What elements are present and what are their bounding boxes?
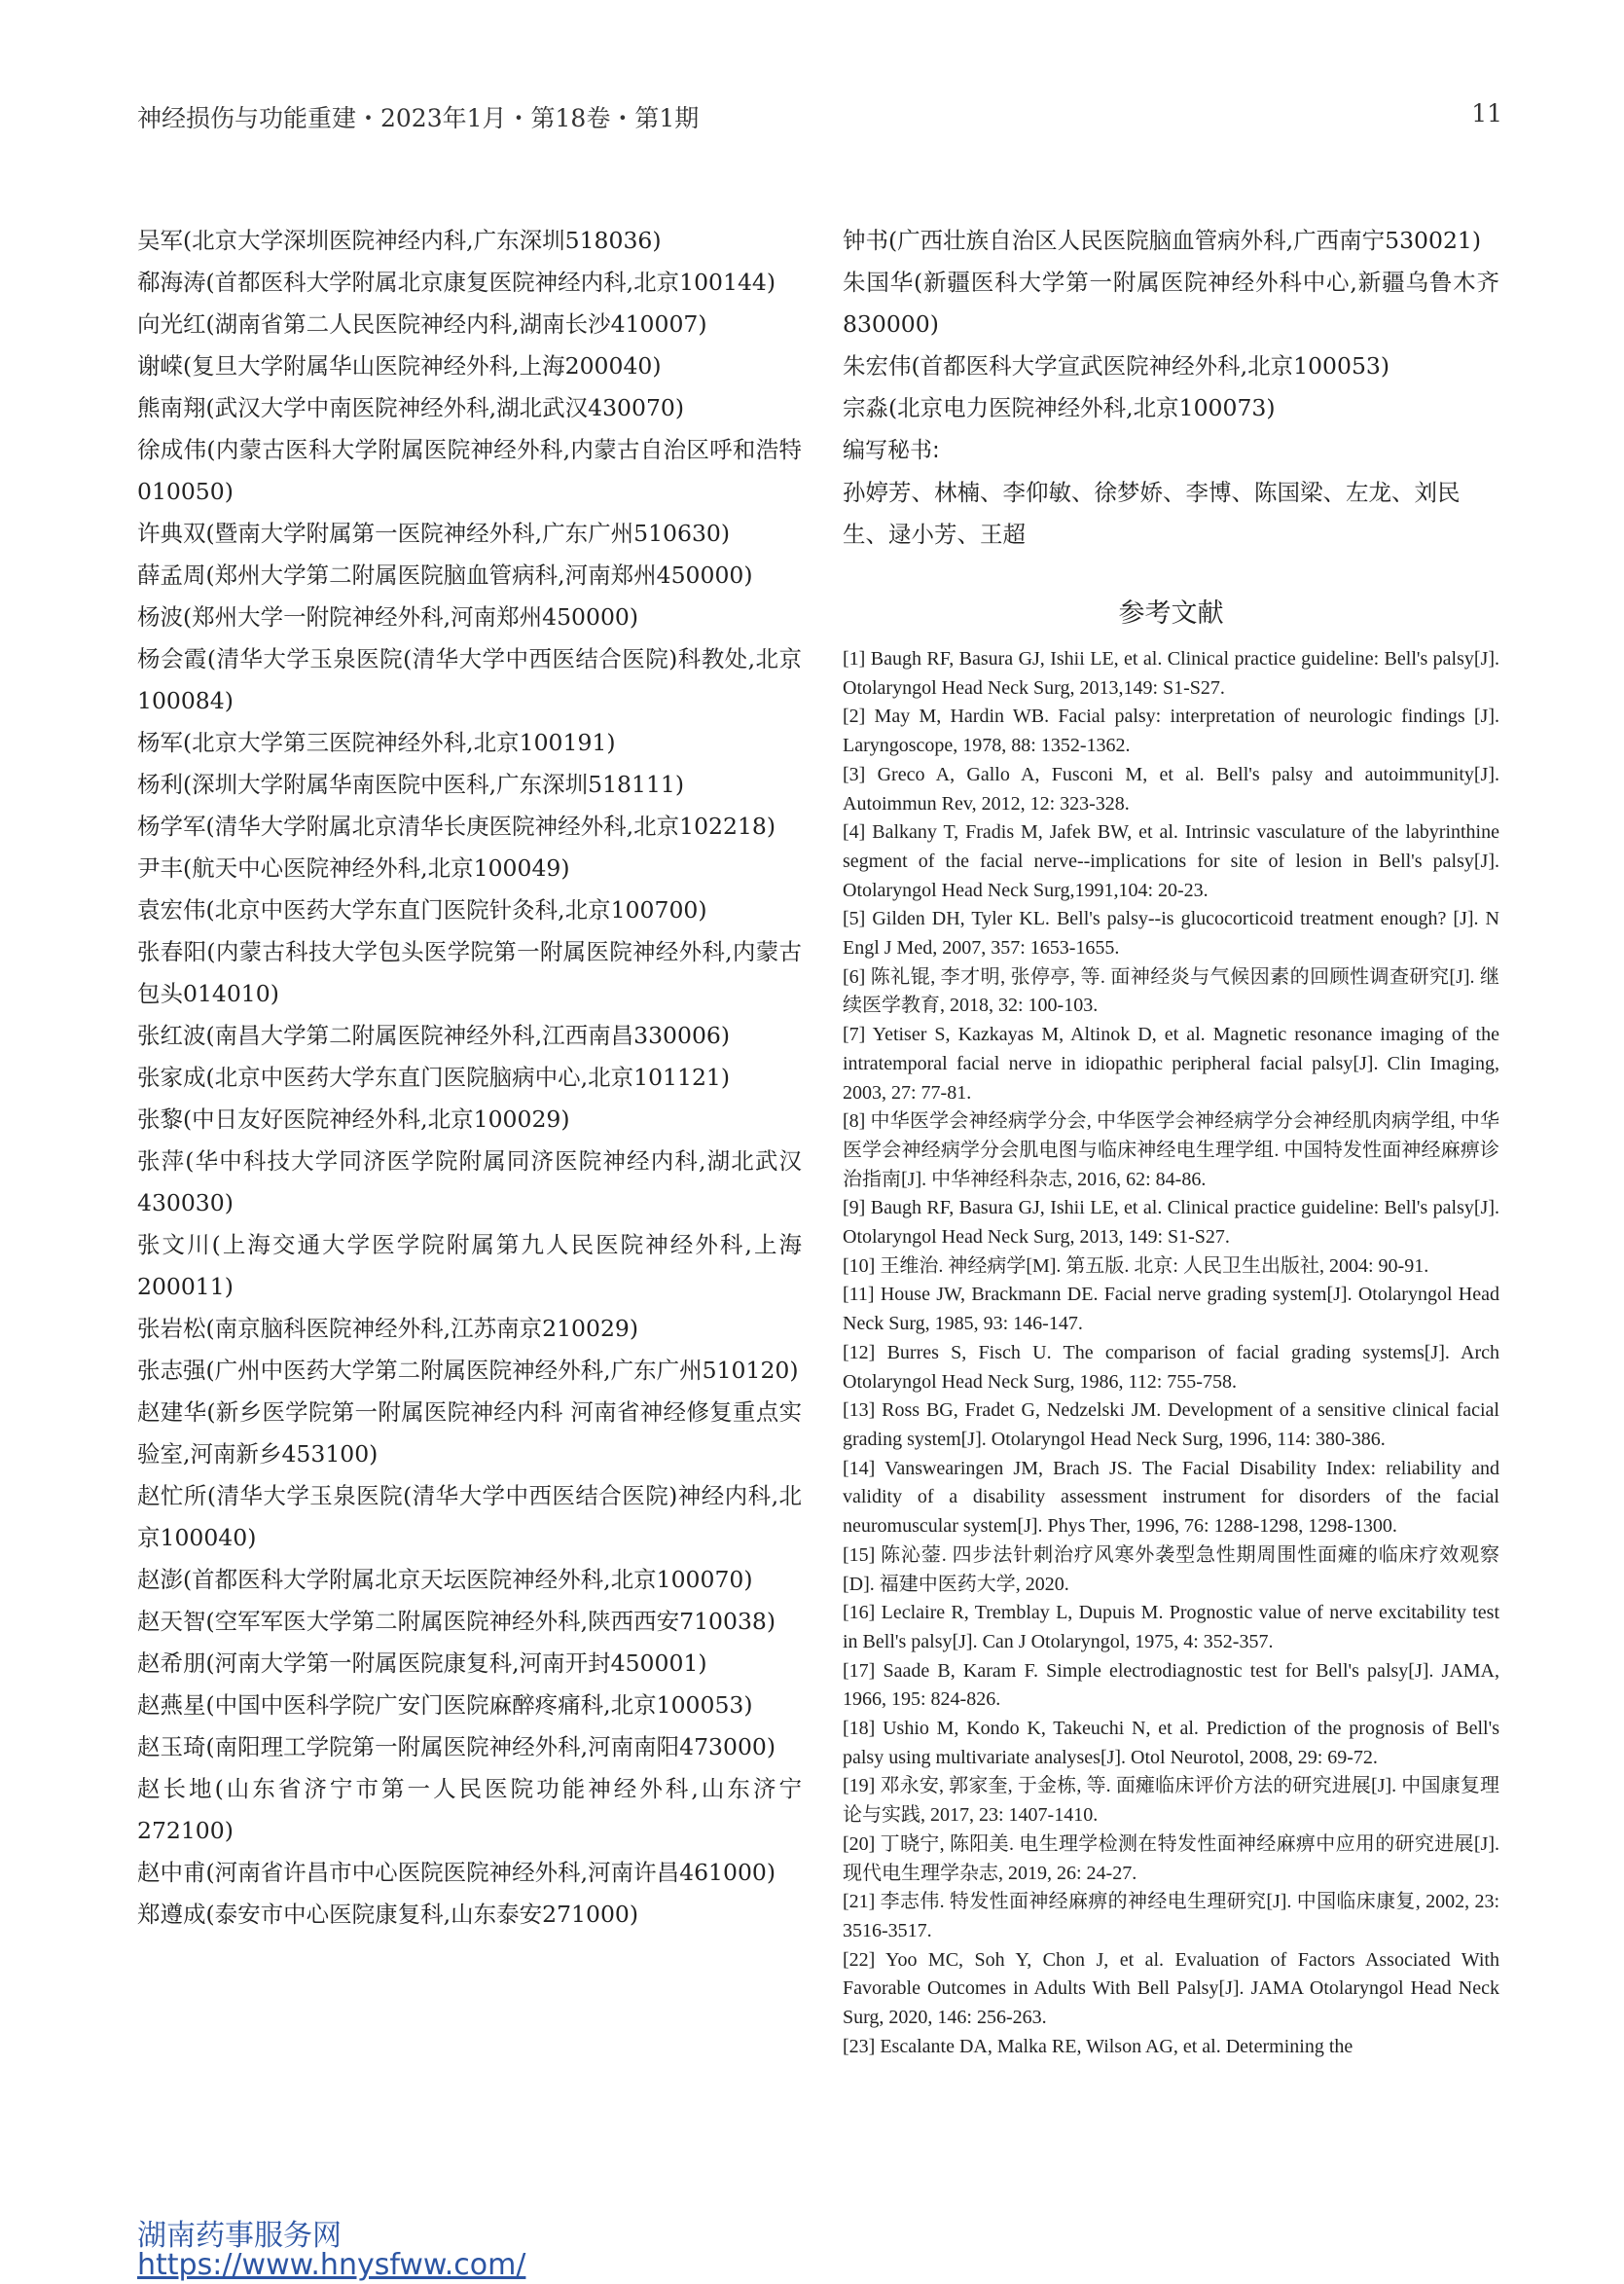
author-entry: 尹丰(航天中心医院神经外科,北京100049): [137, 854, 570, 882]
author-entry: 朱宏伟(首都医科大学宣武医院神经外科,北京100053): [843, 352, 1390, 380]
reference-item: [20] 丁晓宁, 陈阳美. 电生理学检测在特发性面神经麻痹中应用的研究进展[J]. 现代电生理学杂志, 2019, 26: 24-27.: [843, 1832, 1499, 1884]
reference-item: [22] Yoo MC, Soh Y, Chon J, et al. Evaluation of Factors Associated With Favorable Outcomes in Adults With Bell Palsy[J]. JAMA Otolaryngol Head Neck Surg, 2020, 146: 256-263.: [843, 1948, 1499, 2029]
author-entry: 向光红(湖南省第二人民医院神经内科,湖南长沙410007): [137, 310, 707, 338]
author-entry: 赵忙所(清华大学玉泉医院(清华大学中西医结合医院)神经内科,北京100040): [137, 1482, 802, 1551]
reference-item: [19] 邓永安, 郭家奎, 于金栋, 等. 面瘫临床评价方法的研究进展[J]. 中国康复理论与实践, 2017, 23: 1407-1410.: [843, 1775, 1499, 1827]
reference-item: [8] 中华医学会神经病学分会, 中华医学会神经病学分会神经肌肉病学组, 中华医学会神经病学分会肌电图与临床神经电生理学组. 中国特发性面神经麻痹诊治指南[J]. 中华神经科杂志, 2016, 62: 84-86.: [843, 1110, 1499, 1190]
reference-item: [13] Ross BG, Fradet G, Nedzelski JM. Development of a sensitive clinical facial grading system[J]. Otolaryngol Head Neck Surg, 1996, 114: 380-386.: [843, 1399, 1499, 1450]
left-column: [137, 220, 802, 1936]
author-entry: 许典双(暨南大学附属第一医院神经外科,广东广州510630): [137, 520, 731, 547]
author-entry: 郑遵成(泰安市中心医院康复科,山东泰安271000): [137, 1901, 639, 1928]
secretary-names: 孙婷芳、林楠、李仰敏、徐梦娇、李博、陈国梁、左龙、刘民生、逯小芳、王超: [843, 479, 1461, 548]
watermark-url-link[interactable]: https://www.hnysfww.com/: [137, 2248, 526, 2282]
author-entry: 薛孟周(郑州大学第二附属医院脑血管病科,河南郑州450000): [137, 562, 753, 589]
watermark-site-name: 湖南药事服务网: [137, 2219, 342, 2253]
author-entry: 赵中甫(河南省许昌市中心医院医院神经外科,河南许昌461000): [137, 1859, 776, 1886]
reference-item: [12] Burres S, Fisch U. The comparison of facial grading systems[J]. Arch Otolaryngol Head Neck Surg, 1986, 112: 755-758.: [843, 1341, 1499, 1393]
references-list: [843, 645, 1499, 2061]
author-entry: 杨波(郑州大学一附院神经外科,河南郑州450000): [137, 603, 639, 631]
reference-item: [17] Saade B, Karam F. Simple electrodiagnostic test for Bell's palsy[J]. JAMA, 1966, 195: 824-826.: [843, 1659, 1499, 1711]
author-entry: 杨学军(清华大学附属北京清华长庚医院神经外科,北京102218): [137, 813, 776, 840]
author-entry: 钟书(广西壮族自治区人民医院脑血管病外科,广西南宁530021): [843, 227, 1482, 254]
author-entry: 杨利(深圳大学附属华南医院中医科,广东深圳518111): [137, 771, 685, 798]
reference-item: [18] Ushio M, Kondo K, Takeuchi N, et al. Prediction of the prognosis of Bell's palsy using multivariate analyses[J]. Otol Neurotol, 2008, 29: 69-72.: [843, 1718, 1499, 1768]
reference-item: [10] 王维治. 神经病学[M]. 第五版. 北京: 人民卫生出版社, 2004: 90-91.: [843, 1254, 1429, 1277]
author-entry: 袁宏伟(北京中医药大学东直门医院针灸科,北京100700): [137, 896, 707, 924]
author-entry: 赵长地(山东省济宁市第一人民医院功能神经外科,山东济宁272100): [137, 1775, 802, 1844]
page-number: 11: [1471, 99, 1502, 127]
reference-item: [14] Vanswearingen JM, Brach JS. The Facial Disability Index: reliability and validity of a disability assessment instrument for disorders of the facial neuromuscular system[J]. Phys Ther, 1996, 76: 1288-1298, 1298-1300.: [843, 1457, 1499, 1538]
reference-item: [5] Gilden DH, Tyler KL. Bell's palsy--is glucocorticoid treatment enough? [J]. N Engl J Med, 2007, 357: 1653-1655.: [843, 908, 1499, 960]
author-entry: 赵希朋(河南大学第一附属医院康复科,河南开封450001): [137, 1650, 707, 1677]
reference-item: [15] 陈沁蓥. 四步法针刺治疗风寒外袭型急性期周围性面瘫的临床疗效观察[D]. 福建中医药大学, 2020.: [843, 1543, 1499, 1595]
reference-item: [9] Baugh RF, Basura GJ, Ishii LE, et al. Clinical practice guideline: Bell's palsy[J]. Otolaryngol Head Neck Surg, 2013, 149: S1-S27.: [843, 1197, 1499, 1249]
author-entry: 赵燕星(中国中医科学院广安门医院麻醉疼痛科,北京100053): [137, 1691, 753, 1719]
author-entry: 赵天智(空军军医大学第二附属医院神经外科,陕西西安710038): [137, 1608, 776, 1635]
author-entry: 张萍(华中科技大学同济医学院附属同济医院神经内科,湖北武汉430030): [137, 1147, 802, 1216]
reference-item: [2] May M, Hardin WB. Facial palsy: interpretation of neurologic findings [J]. Laryngoscope, 1978, 88: 1352-1362.: [843, 706, 1499, 757]
reference-item: [3] Greco A, Gallo A, Fusconi M, et al. Bell's palsy and autoimmunity[J]. Autoimmun Rev, 2012, 12: 323-328.: [843, 763, 1499, 815]
secretary-heading: 编写秘书:: [843, 438, 940, 463]
author-list-continued: [843, 220, 1499, 429]
author-entry: 徐成伟(内蒙古医科大学附属医院神经外科,内蒙古自治区呼和浩特010050): [137, 436, 802, 505]
reference-item: [21] 李志伟. 特发性面神经麻痹的神经电生理研究[J]. 中国临床康复, 2002, 23: 3516-3517.: [843, 1891, 1499, 1941]
references-heading: 参考文献: [1118, 598, 1224, 629]
author-entry: 张岩松(南京脑科医院神经外科,江苏南京210029): [137, 1315, 639, 1342]
author-entry: 赵建华(新乡医学院第一附属医院神经内科 河南省神经修复重点实验室,河南新乡453100): [137, 1398, 802, 1468]
author-entry: 熊南翔(武汉大学中南医院神经外科,湖北武汉430070): [137, 394, 685, 421]
author-entry: 杨军(北京大学第三医院神经外科,北京100191): [137, 729, 616, 756]
author-entry: 张文川(上海交通大学医学院附属第九人民医院神经外科,上海200011): [137, 1231, 802, 1300]
author-entry: 张红波(南昌大学第二附属医院神经外科,江西南昌330006): [137, 1022, 731, 1049]
reference-item: [11] House JW, Brackmann DE. Facial nerve grading system[J]. Otolaryngol Head Neck Surg, 1985, 93: 146-147.: [843, 1284, 1499, 1335]
reference-item: [16] Leclaire R, Tremblay L, Dupuis M. Prognostic value of nerve excitability test in Bell's palsy[J]. Can J Otolaryngol, 1975, 4: 352-357.: [843, 1602, 1499, 1652]
author-list: [137, 220, 802, 1936]
author-entry: 张家成(北京中医药大学东直门医院脑病中心,北京101121): [137, 1064, 731, 1091]
right-column: [843, 220, 1499, 2061]
reference-item: [1] Baugh RF, Basura GJ, Ishii LE, et al. Clinical practice guideline: Bell's palsy[J]. Otolaryngol Head Neck Surg, 2013,149: S1-S27.: [843, 648, 1499, 699]
reference-item: [7] Yetiser S, Kazkayas M, Altinok D, et al. Magnetic resonance imaging of the intratemporal facial nerve in idiopathic peripheral facial palsy[J]. Clin Imaging, 2003, 27: 77-81.: [843, 1024, 1499, 1104]
author-entry: 张黎(中日友好医院神经外科,北京100029): [137, 1106, 570, 1133]
journal-header: 神经损伤与功能重建・2023年1月・第18卷・第1期: [137, 104, 700, 132]
author-entry: 张春阳(内蒙古科技大学包头医学院第一附属医院神经外科,内蒙古包头014010): [137, 938, 802, 1007]
author-entry: 赵玉琦(南阳理工学院第一附属医院神经外科,河南南阳473000): [137, 1733, 776, 1760]
reference-item: [23] Escalante DA, Malka RE, Wilson AG, et al. Determining the: [843, 2035, 1353, 2057]
author-entry: 杨会霞(清华大学玉泉医院(清华大学中西医结合医院)科教处,北京100084): [137, 645, 802, 714]
author-entry: 赵澎(首都医科大学附属北京天坛医院神经外科,北京100070): [137, 1566, 753, 1593]
reference-item: [4] Balkany T, Fradis M, Jafek BW, et al. Intrinsic vasculature of the labyrinthine segment of the facial nerve--implications for site of lesion in Bell's palsy[J]. Otolaryngol Head Neck Surg,1991,104: 20-23.: [843, 821, 1499, 901]
author-entry: 朱国华(新疆医科大学第一附属医院神经外科中心,新疆乌鲁木齐830000): [843, 269, 1499, 338]
author-entry: 谢嵘(复旦大学附属华山医院神经外科,上海200040): [137, 352, 662, 380]
author-entry: 吴军(北京大学深圳医院神经内科,广东深圳518036): [137, 227, 662, 254]
author-entry: 宗淼(北京电力医院神经外科,北京100073): [843, 394, 1276, 421]
reference-item: [6] 陈礼锟, 李才明, 张停亭, 等. 面神经炎与气候因素的回顾性调查研究[J]. 继续医学教育, 2018, 32: 100-103.: [843, 965, 1499, 1017]
author-entry: 郗海涛(首都医科大学附属北京康复医院神经内科,北京100144): [137, 269, 776, 296]
author-entry: 张志强(广州中医药大学第二附属医院神经外科,广东广州510120): [137, 1357, 799, 1384]
